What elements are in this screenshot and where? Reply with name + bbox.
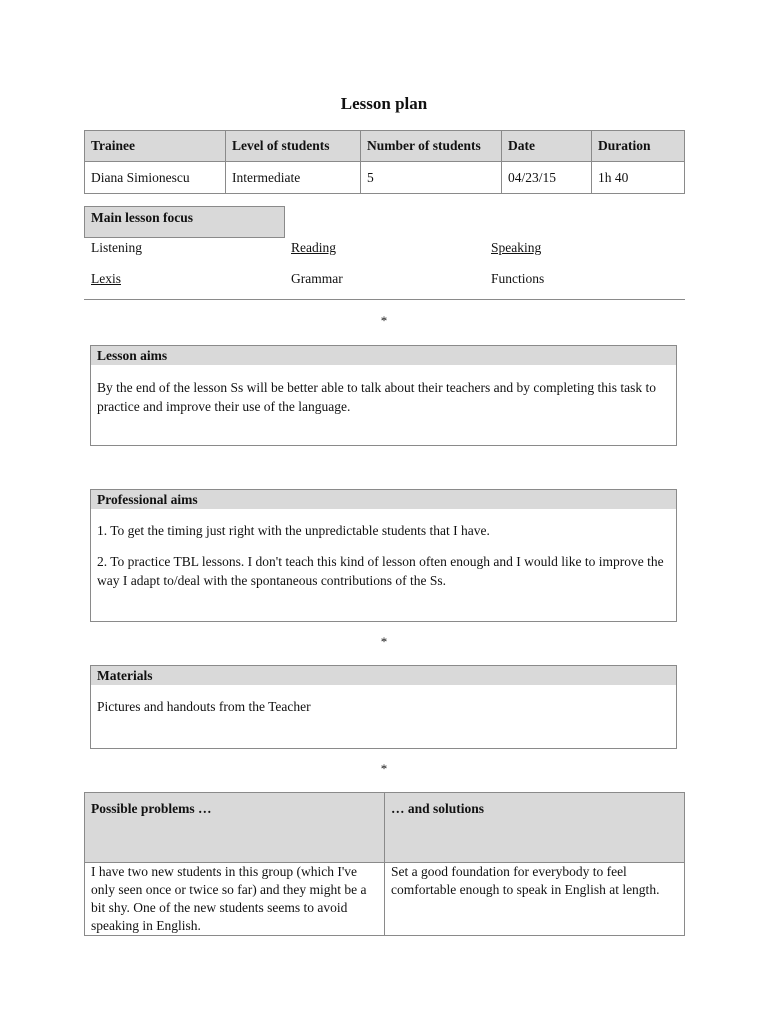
- focus-listening: Listening: [91, 240, 142, 255]
- header-number: Number of students: [361, 131, 502, 162]
- materials-heading: Materials: [91, 666, 676, 685]
- problems-header-row: [85, 793, 685, 863]
- focus-reading: Reading: [291, 240, 336, 255]
- value-trainee: Diana Simionescu: [85, 162, 226, 194]
- focus-speaking: Speaking: [491, 240, 542, 255]
- professional-aim-1: 1. To get the timing just right with the unpredictable students that I have.: [97, 523, 490, 538]
- value-number: 5: [361, 162, 502, 194]
- separator-star: *: [380, 313, 388, 328]
- focus-divider: [84, 299, 685, 300]
- focus-lexis: Lexis: [91, 271, 121, 286]
- header-level: Level of students: [226, 131, 361, 162]
- problems-row: [85, 863, 685, 936]
- header-date: Date: [502, 131, 592, 162]
- problems-header: Possible problems …: [85, 793, 385, 863]
- professional-aims-box: [90, 489, 677, 622]
- professional-aim-2: 2. To practice TBL lessons. I don't teach this kind of lesson often enough and I would like to improve the way I adapt to/deal with the spontaneous contributions of the Ss.: [97, 554, 664, 588]
- value-date: 04/23/15: [502, 162, 592, 194]
- solution-text: Set a good foundation for everybody to feel comfortable enough to speak in English at length.: [385, 863, 685, 936]
- value-level: Intermediate: [226, 162, 361, 194]
- focus-functions: Functions: [491, 271, 545, 286]
- page-title: Lesson plan: [340, 94, 428, 113]
- info-header-row: [85, 131, 685, 162]
- info-value-row: [85, 162, 685, 194]
- materials-text: Pictures and handouts from the Teacher: [97, 699, 311, 714]
- header-duration: Duration: [592, 131, 685, 162]
- lesson-aims-heading: Lesson aims: [91, 346, 676, 365]
- value-duration: 1h 40: [592, 162, 685, 194]
- separator-star: *: [380, 634, 388, 649]
- lesson-aims-box: [90, 345, 677, 446]
- solutions-header: … and solutions: [385, 793, 685, 863]
- focus-heading: Main lesson focus: [84, 206, 285, 238]
- focus-grammar: Grammar: [291, 271, 343, 286]
- info-table: [84, 130, 685, 194]
- problem-text: I have two new students in this group (which I've only seen once or twice so far) and they might be a bit shy. One of the new students seems to avoid speaking in English.: [85, 863, 385, 936]
- lesson-aims-text: By the end of the lesson Ss will be better able to talk about their teachers and by completing this task to practice and improve their use of the language.: [97, 380, 656, 414]
- materials-box: [90, 665, 677, 749]
- professional-aims-heading: Professional aims: [91, 490, 676, 509]
- problems-table: [84, 792, 685, 936]
- header-trainee: Trainee: [85, 131, 226, 162]
- separator-star: *: [380, 761, 388, 776]
